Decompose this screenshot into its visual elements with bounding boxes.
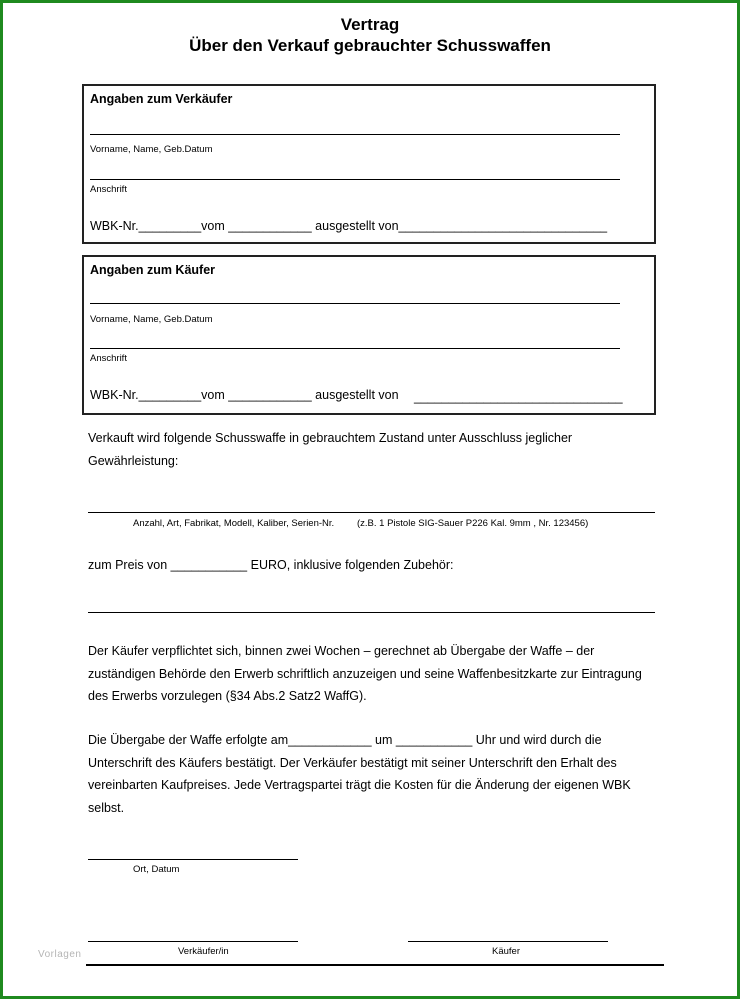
seller-name-line[interactable] [90, 134, 620, 135]
buyer-name-label: Vorname, Name, Geb.Datum [90, 314, 213, 325]
obligation-paragraph: Der Käufer verpflichtet sich, binnen zwei Wochen – gerechnet ab Übergabe der Waffe – der zuständigen Behörde den Erwerb schriftlich anzuzeigen und seine Waffenbesitzkarte zur Eintragung des Erwerbs vorzulegen (§34 Abs.2 Satz2 WaffG). [88, 644, 642, 703]
price-line[interactable]: zum Preis von ___________ EURO, inklusive folgenden Zubehör: [88, 558, 454, 572]
seller-wbk-line[interactable]: WBK-Nr._________vom ____________ ausgestellt von______________________________ [90, 219, 608, 233]
buyer-signature-line[interactable] [408, 941, 608, 942]
sale-intro: Verkauft wird folgende Schusswaffe in gebrauchtem Zustand unter Ausschluss jeglicher Gewährleistung: [88, 431, 573, 468]
buyer-box [82, 255, 656, 415]
seller-heading: Angaben zum Verkäufer [90, 92, 233, 106]
place-date-label: Ort, Datum [133, 864, 180, 875]
buyer-address-line[interactable] [90, 348, 620, 349]
seller-address-label: Anschrift [90, 184, 127, 195]
buyer-heading: Angaben zum Käufer [90, 263, 216, 277]
buyer-name-line[interactable] [90, 303, 620, 304]
place-date-line[interactable] [88, 859, 298, 860]
seller-signature-label: Verkäufer/in [178, 946, 229, 957]
seller-box [82, 84, 656, 244]
bottom-rule [86, 964, 664, 966]
title-line-1: Vertrag [340, 15, 400, 34]
seller-address-line[interactable] [90, 179, 620, 180]
seller-signature-line[interactable] [88, 941, 298, 942]
buyer-signature-label: Käufer [492, 946, 520, 957]
accessories-line[interactable] [88, 612, 655, 613]
buyer-address-label: Anschrift [90, 353, 127, 364]
title-line-2: Über den Verkauf gebrauchter Schusswaffen [189, 36, 551, 55]
handover-paragraph: Die Übergabe der Waffe erfolgte am____________ um ___________ Uhr und wird durch die Unterschrift des Käufers bestätigt. Der Verkäufer bestätigt mit seiner Unterschrift den Erhalt des vereinbarten Kaufpreises. Jede Vertragspartei trägt die Kosten für die Änderung der eigenen WBK selbst. [88, 733, 631, 815]
weapon-label: Anzahl, Art, Fabrikat, Modell, Kaliber, Serien-Nr. [133, 518, 335, 529]
weapon-line[interactable] [88, 512, 655, 513]
buyer-wbk-line[interactable]: WBK-Nr._________vom ____________ ausgestellt von [90, 388, 399, 402]
seller-name-label: Vorname, Name, Geb.Datum [90, 144, 213, 155]
watermark-text: Vorlagen [38, 949, 82, 960]
weapon-example: (z.B. 1 Pistole SIG-Sauer P226 Kal. 9mm , Nr. 123456) [357, 518, 589, 529]
buyer-wbk-issuer-blank[interactable]: ______________________________ [414, 390, 623, 404]
